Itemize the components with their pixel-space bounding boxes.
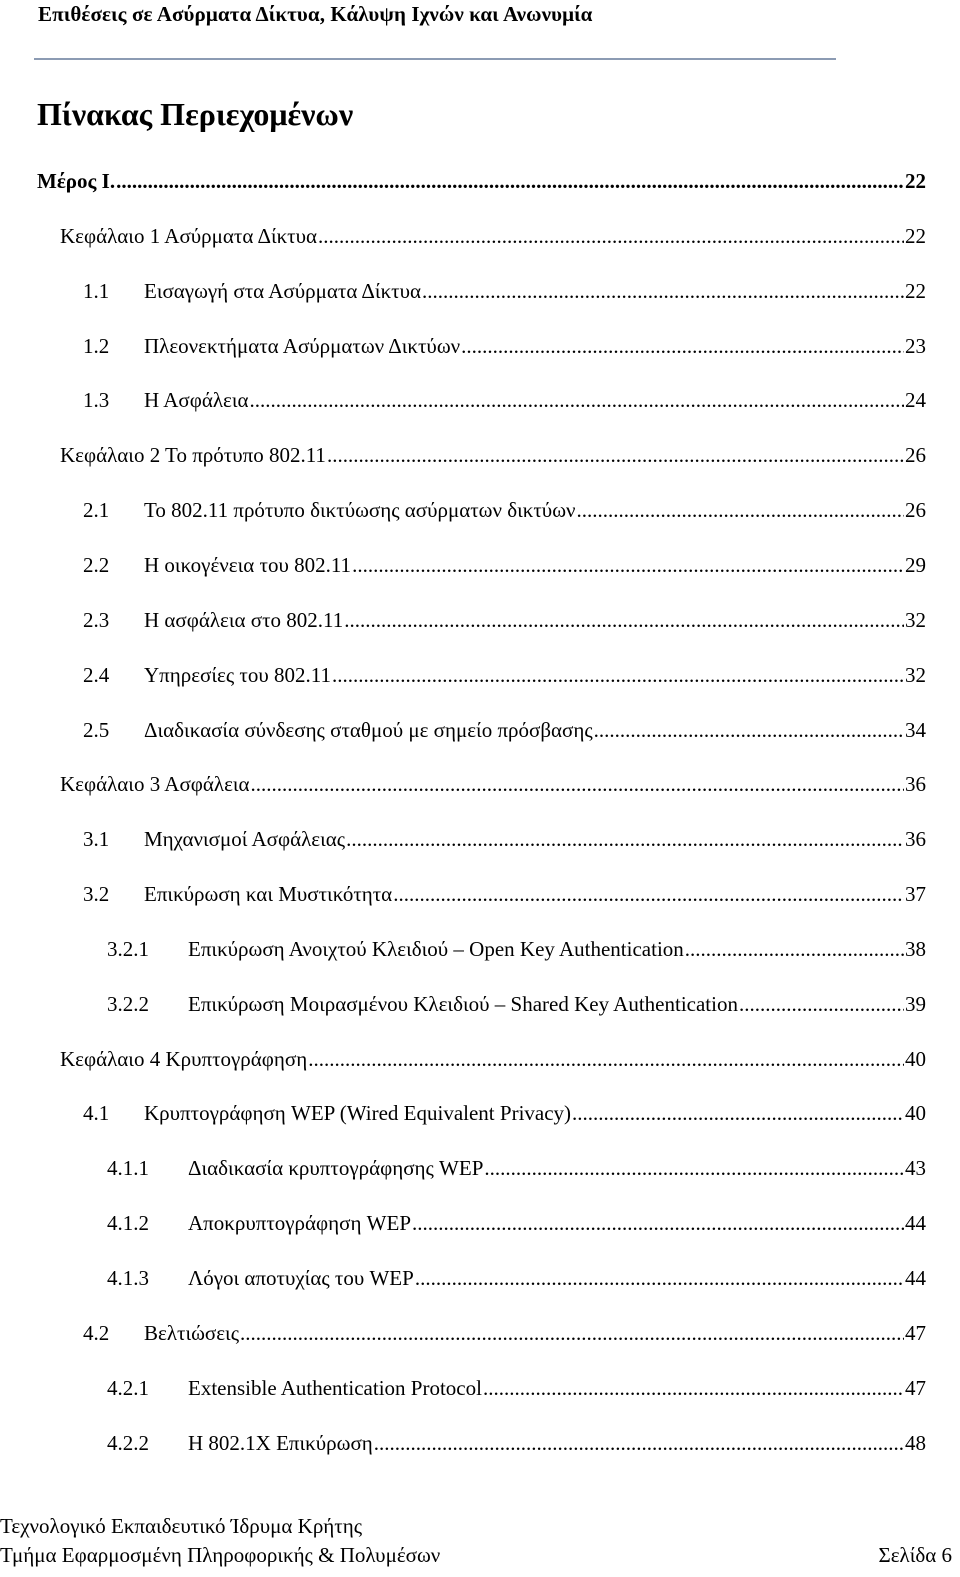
toc-entry-title: Η 802.1X Επικύρωση (188, 1431, 373, 1455)
toc-entry-number: 4.2.2 (107, 1431, 149, 1455)
toc-dot-leader (393, 879, 904, 909)
toc-entry-number: 2.3 (83, 608, 110, 632)
toc-dot-leader (412, 1208, 904, 1238)
toc-entry[interactable] (107, 1208, 926, 1238)
toc-entry-number: 4.1.1 (107, 1156, 149, 1180)
toc-dot-leader (352, 550, 904, 580)
toc-dot-leader (240, 1318, 904, 1348)
toc-entry-title: Διαδικασία σύνδεσης σταθμού με σημείο πρόσβασης (144, 718, 593, 742)
toc-dot-leader (461, 331, 904, 361)
footer-department: Τμήμα Εφαρμοσμένη Πληροφορικής & Πολυμέσων (0, 1543, 441, 1567)
toc-entry-page: 22 (905, 224, 926, 248)
toc-entry-number: 3.1 (83, 827, 110, 851)
toc-entry[interactable] (83, 495, 926, 525)
toc-entry-page: 38 (905, 937, 926, 961)
toc-entry-page: 32 (905, 663, 926, 687)
toc-dot-leader (116, 166, 904, 196)
toc-entry-page: 32 (905, 608, 926, 632)
toc-entry[interactable] (107, 1153, 926, 1183)
toc-dot-leader (251, 769, 904, 799)
toc-entry-title: Αποκρυπτογράφηση WEP (188, 1211, 412, 1235)
toc-entry-title: Μέρος Ι. (37, 169, 116, 193)
toc-entry[interactable] (83, 1098, 926, 1128)
toc-entry[interactable] (83, 331, 926, 361)
toc-entry-page: 44 (905, 1266, 926, 1290)
toc-dot-leader (308, 1044, 904, 1074)
toc-entry[interactable] (60, 769, 926, 799)
toc-entry-title: Λόγοι αποτυχίας του WEP (188, 1266, 414, 1290)
toc-entry-page: 40 (905, 1101, 926, 1125)
toc-entry-title: Υπηρεσίες του 802.11 (144, 663, 331, 687)
toc-entry-title: Εισαγωγή στα Ασύρματα Δίκτυα (144, 279, 421, 303)
toc-dot-leader (374, 1428, 904, 1458)
toc-entry[interactable] (107, 989, 926, 1019)
toc-entry-page: 47 (905, 1321, 926, 1345)
toc-dot-leader (250, 385, 904, 415)
toc-entry-number: 4.2.1 (107, 1376, 149, 1400)
toc-entry-number: 2.2 (83, 553, 110, 577)
toc-entry[interactable] (83, 550, 926, 580)
toc-dot-leader (577, 495, 904, 525)
toc-entry-title: Κεφάλαιο 4 Κρυπτογράφηση (60, 1047, 308, 1071)
toc-entry-page: 43 (905, 1156, 926, 1180)
toc-entry-page: 29 (905, 553, 926, 577)
toc-entry-page: 22 (905, 279, 926, 303)
toc-entry-title: Κεφάλαιο 2 Το πρότυπο 802.11 (60, 443, 326, 467)
toc-entry-page: 36 (905, 772, 926, 796)
toc-entry-page: 39 (905, 992, 926, 1016)
toc-entry-title: Μηχανισμοί Ασφάλειας (144, 827, 346, 851)
toc-entry-page: 26 (905, 443, 926, 467)
toc-entry-title: Η Ασφάλεια (144, 388, 249, 412)
toc-entry[interactable] (107, 1373, 926, 1403)
toc-entry-title: Κεφάλαιο 1 Ασύρματα Δίκτυα (60, 224, 318, 248)
toc-dot-leader (327, 440, 904, 470)
toc-entry-number: 2.1 (83, 498, 110, 522)
toc-entry[interactable] (83, 715, 926, 745)
toc-entry[interactable] (83, 824, 926, 854)
toc-entry-page: 37 (905, 882, 926, 906)
toc-entry-title: Βελτιώσεις (144, 1321, 240, 1345)
toc-entry-page: 34 (905, 718, 926, 742)
toc-dot-leader (318, 221, 904, 251)
toc-entry-page: 23 (905, 334, 926, 358)
toc-dot-leader (685, 934, 904, 964)
toc-entry-number: 4.1 (83, 1101, 110, 1125)
toc-entry-title: Κεφάλαιο 3 Ασφάλεια (60, 772, 250, 796)
footer-institution: Τεχνολογικό Εκπαιδευτικό Ίδρυμα Κρήτης (0, 1514, 363, 1538)
toc-entry-number: 2.4 (83, 663, 110, 687)
toc-entry-number: 1.1 (83, 279, 110, 303)
toc-entry-number: 4.2 (83, 1321, 110, 1345)
toc-entry-number: 4.1.3 (107, 1266, 149, 1290)
toc-dot-leader (484, 1153, 904, 1183)
toc-dot-leader (483, 1373, 904, 1403)
toc-entry[interactable] (107, 1428, 926, 1458)
toc-entry-number: 3.2 (83, 882, 110, 906)
toc-entry-title: Πλεονεκτήματα Ασύρματων Δικτύων (144, 334, 461, 358)
toc-dot-leader (594, 715, 904, 745)
toc-entry-page: 36 (905, 827, 926, 851)
toc-entry-page: 22 (905, 169, 926, 193)
toc-entry-title: Extensible Authentication Protocol (188, 1376, 482, 1400)
toc-entry-page: 48 (905, 1431, 926, 1455)
toc-entry[interactable] (60, 221, 926, 251)
toc-entry-number: 1.2 (83, 334, 110, 358)
toc-dot-leader (422, 276, 904, 306)
toc-entry-number: 2.5 (83, 718, 110, 742)
toc-entry[interactable] (107, 1263, 926, 1293)
toc-entry[interactable] (83, 276, 926, 306)
footer-page-number: Σελίδα 6 (878, 1543, 952, 1567)
header-divider (34, 58, 836, 60)
toc-entry[interactable] (83, 385, 926, 415)
toc-entry[interactable] (37, 166, 926, 196)
toc-entry-page: 26 (905, 498, 926, 522)
toc-entry-title: Η οικογένεια του 802.11 (144, 553, 352, 577)
toc-entry-number: 1.3 (83, 388, 110, 412)
toc-entry[interactable] (107, 934, 926, 964)
toc-dot-leader (346, 824, 904, 854)
toc-entry-title: Η ασφάλεια στο 802.11 (144, 608, 344, 632)
toc-dot-leader (344, 605, 904, 635)
toc-entry[interactable] (60, 1044, 926, 1074)
toc-dot-leader (572, 1098, 904, 1128)
toc-entry[interactable] (83, 605, 926, 635)
toc-entry-number: 3.2.1 (107, 937, 149, 961)
toc-entry[interactable] (83, 1318, 926, 1348)
toc-entry[interactable] (83, 879, 926, 909)
toc-entry-title: Επικύρωση και Μυστικότητα (144, 882, 393, 906)
toc-entry-title: Το 802.11 πρότυπο δικτύωσης ασύρματων δικτύων (144, 498, 576, 522)
toc-entry[interactable] (60, 440, 926, 470)
toc-entry-page: 24 (905, 388, 926, 412)
toc-dot-leader (332, 660, 904, 690)
toc-entry-page: 44 (905, 1211, 926, 1235)
toc-entry-page: 40 (905, 1047, 926, 1071)
toc-entry-page: 47 (905, 1376, 926, 1400)
toc-dot-leader (415, 1263, 904, 1293)
toc-entry-title: Επικύρωση Ανοιχτού Κλειδιού – Open Key Authentication (188, 937, 684, 961)
toc-title: Πίνακας Περιεχομένων (37, 96, 354, 132)
toc-entry-title: Επικύρωση Μοιρασμένου Κλειδιού – Shared Key Authentication (188, 992, 738, 1016)
toc-entry-title: Διαδικασία κρυπτογράφησης WEP (188, 1156, 484, 1180)
toc-entry[interactable] (83, 660, 926, 690)
toc-entry-title: Κρυπτογράφηση WEP (Wired Equivalent Privacy) (144, 1101, 572, 1125)
header-title: Επιθέσεις σε Ασύρματα Δίκτυα, Κάλυψη Ιχνών και Ανωνυμία (38, 2, 593, 26)
toc-entry-number: 3.2.2 (107, 992, 149, 1016)
toc-dot-leader (739, 989, 904, 1019)
toc-entry-number: 4.1.2 (107, 1211, 149, 1235)
